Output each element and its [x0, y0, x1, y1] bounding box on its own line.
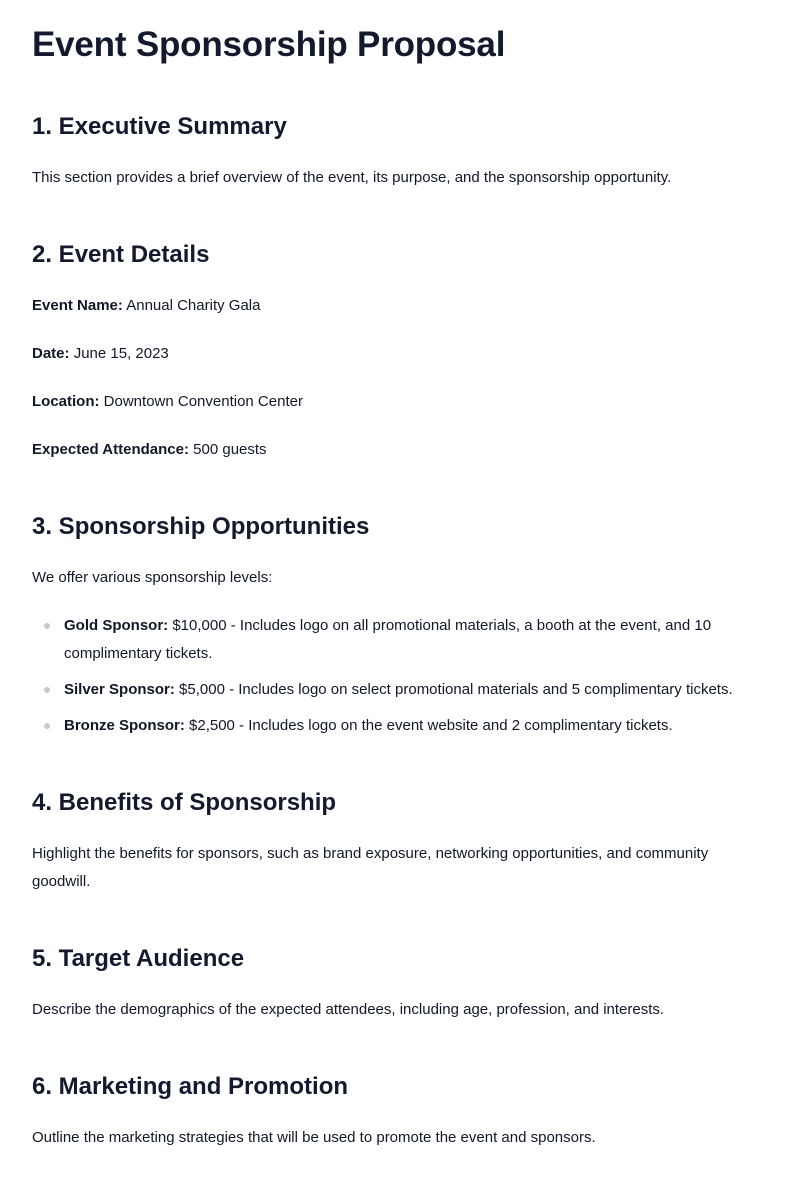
section-target-audience	[32, 944, 768, 1024]
section-text: This section provides a brief overview of the event, its purpose, and the sponsorship opportunity.	[32, 169, 672, 186]
bullet-icon	[44, 623, 50, 629]
list-item	[32, 612, 768, 668]
section-intro: We offer various sponsorship levels:	[32, 569, 273, 586]
detail-value: 500 guests	[193, 441, 267, 458]
section-heading: 1. Executive Summary	[32, 113, 287, 140]
section-event-details	[32, 240, 768, 464]
sponsorship-levels-list	[32, 612, 768, 740]
section-heading: 5. Target Audience	[32, 945, 245, 972]
level-label: Gold Sponsor:	[64, 617, 169, 634]
detail-event-name	[32, 292, 768, 320]
detail-value: June 15, 2023	[73, 345, 169, 362]
bullet-icon	[44, 723, 50, 729]
section-heading: 2. Event Details	[32, 241, 210, 268]
list-item	[32, 676, 768, 704]
detail-location	[32, 388, 768, 416]
section-sponsorship-opportunities	[32, 512, 768, 740]
section-benefits	[32, 788, 768, 896]
detail-label: Date:	[32, 345, 70, 362]
section-text: Outline the marketing strategies that will be used to promote the event and sponsors.	[32, 1129, 596, 1146]
section-heading: 3. Sponsorship Opportunities	[32, 513, 370, 540]
detail-label: Expected Attendance:	[32, 441, 189, 458]
level-text: $5,000 - Includes logo on select promotional materials and 5 complimentary tickets.	[179, 681, 733, 698]
level-label: Bronze Sponsor:	[64, 717, 185, 734]
level-text: $2,500 - Includes logo on the event website and 2 complimentary tickets.	[189, 717, 673, 734]
list-item	[32, 712, 768, 740]
section-marketing	[32, 1072, 768, 1152]
section-text: Describe the demographics of the expected attendees, including age, profession, and interests.	[32, 1001, 665, 1018]
detail-date	[32, 340, 768, 368]
section-text: Highlight the benefits for sponsors, such as brand exposure, networking opportunities, and community goodwill.	[32, 845, 709, 890]
detail-attendance	[32, 436, 768, 464]
section-heading: 6. Marketing and Promotion	[32, 1073, 349, 1100]
section-heading: 4. Benefits of Sponsorship	[32, 789, 337, 816]
level-label: Silver Sponsor:	[64, 681, 175, 698]
bullet-icon	[44, 687, 50, 693]
event-details-list	[32, 292, 768, 464]
document-title: Event Sponsorship Proposal	[32, 25, 506, 64]
detail-value: Downtown Convention Center	[103, 393, 303, 410]
detail-value: Annual Charity Gala	[126, 297, 261, 314]
detail-label: Event Name:	[32, 297, 123, 314]
level-text: $10,000 - Includes logo on all promotional materials, a booth at the event, and 10 complimentary tickets.	[64, 617, 712, 662]
section-executive-summary	[32, 112, 768, 192]
detail-label: Location:	[32, 393, 100, 410]
